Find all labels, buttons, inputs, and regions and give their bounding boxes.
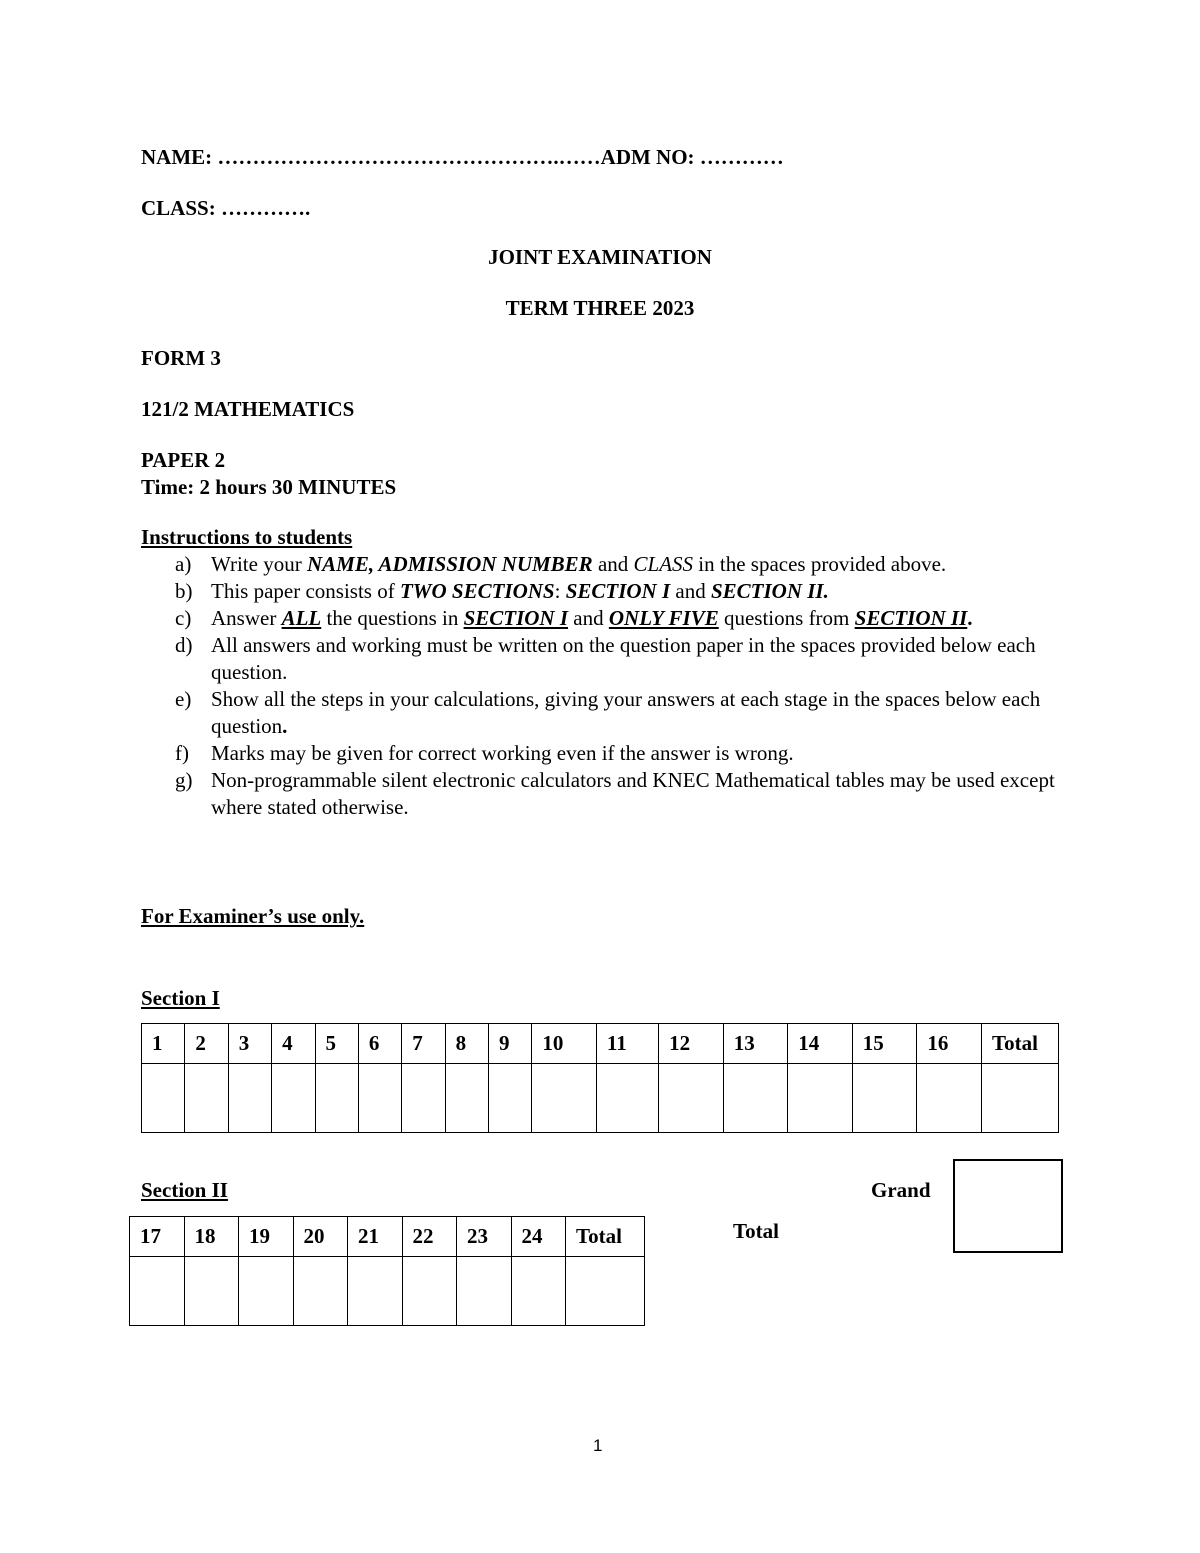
class-line: CLASS: …………. (141, 196, 311, 220)
mark-entry-cell[interactable] (445, 1064, 488, 1133)
total-column-header: Total (982, 1024, 1059, 1064)
question-number-cell: 19 (239, 1217, 294, 1257)
mark-entry-cell[interactable] (402, 1257, 457, 1326)
question-number-cell: 20 (293, 1217, 348, 1257)
form-label: FORM 3 (141, 346, 221, 370)
mark-entry-cell[interactable] (917, 1064, 982, 1133)
mark-entry-cell[interactable] (142, 1064, 185, 1133)
mark-entry-cell[interactable] (457, 1257, 512, 1326)
instruction-text: in the spaces provided above. (693, 552, 947, 576)
term-title: TERM THREE 2023 (505, 296, 695, 320)
total-column-header: Total (566, 1217, 645, 1257)
mark-entry-cell[interactable] (130, 1257, 185, 1326)
question-number-cell: 1 (142, 1024, 185, 1064)
question-number-cell: 18 (184, 1217, 239, 1257)
total-mark-cell[interactable] (566, 1257, 645, 1326)
instruction-text: SECTION I (463, 606, 569, 630)
mark-entry-cell[interactable] (532, 1064, 597, 1133)
section-two-marks-table (129, 1216, 645, 1326)
instruction-letter: c) (175, 606, 192, 630)
question-number-cell: 9 (489, 1024, 532, 1064)
question-number-cell: 17 (130, 1217, 185, 1257)
question-number-cell: 22 (402, 1217, 457, 1257)
question-number-cell: 7 (402, 1024, 445, 1064)
instruction-text: questions from (718, 606, 855, 630)
instruction-text: TWO SECTIONS (399, 579, 555, 603)
instruction-text: Write your (211, 552, 307, 576)
instruction-text: ONLY FIVE (608, 606, 719, 630)
section-two-label: Section II (141, 1178, 228, 1202)
instruction-text: : (554, 579, 566, 603)
instruction-text: SECTION I (565, 579, 671, 603)
instruction-item (141, 767, 1061, 821)
instruction-text: All answers and working must be written on the question paper in the spaces provided below each question. (211, 633, 1036, 684)
question-number-cell: 11 (596, 1024, 658, 1064)
mark-entry-cell[interactable] (358, 1064, 401, 1133)
mark-entry-cell[interactable] (659, 1064, 724, 1133)
instruction-text: CLASS (633, 552, 694, 576)
mark-entry-cell[interactable] (402, 1064, 445, 1133)
question-number-cell: 13 (723, 1024, 788, 1064)
mark-entry-cell[interactable] (315, 1064, 358, 1133)
instruction-text: and (568, 606, 609, 630)
question-number-cell: 16 (917, 1024, 982, 1064)
question-number-cell: 5 (315, 1024, 358, 1064)
question-number-cell: 6 (358, 1024, 401, 1064)
instruction-text: ALL (281, 606, 322, 630)
instruction-letter: g) (175, 768, 193, 792)
instruction-letter: e) (175, 687, 192, 711)
instruction-text: the questions in (321, 606, 464, 630)
instruction-text: and (592, 552, 634, 576)
question-number-cell: 10 (532, 1024, 597, 1064)
instruction-text: . (967, 606, 973, 630)
mark-entry-cell[interactable] (852, 1064, 917, 1133)
instruction-letter: d) (175, 633, 193, 657)
instruction-text: Non-programmable silent electronic calculators and KNEC Mathematical tables may be used except where stated otherwise. (211, 768, 1055, 819)
question-number-cell: 3 (228, 1024, 271, 1064)
instruction-item (141, 740, 1061, 767)
instruction-text: This paper consists of (211, 579, 400, 603)
question-number-cell: 15 (852, 1024, 917, 1064)
section-one-marks-table (141, 1023, 1059, 1133)
mark-entry-cell[interactable] (489, 1064, 532, 1133)
mark-entry-cell[interactable] (596, 1064, 658, 1133)
instruction-item (141, 605, 1061, 632)
subject-label: 121/2 MATHEMATICS (141, 397, 355, 421)
mark-entry-cell[interactable] (185, 1064, 228, 1133)
mark-entry-cell[interactable] (788, 1064, 853, 1133)
instruction-text: SECTION II. (710, 579, 829, 603)
instruction-text: . (282, 714, 288, 738)
instruction-letter: a) (175, 552, 192, 576)
mark-entry-cell[interactable] (511, 1257, 566, 1326)
mark-entry-cell[interactable] (272, 1064, 315, 1133)
exam-title: JOINT EXAMINATION (488, 245, 712, 269)
instruction-text: NAME, ADMISSION NUMBER (306, 552, 593, 576)
total-label: Total (733, 1219, 779, 1243)
section-one-label: Section I (141, 986, 220, 1010)
question-number-cell: 4 (272, 1024, 315, 1064)
instruction-text: Answer (211, 606, 282, 630)
name-adm-line: NAME: ………………………………………….……ADM NO: ………… (141, 145, 784, 169)
question-number-cell: 14 (788, 1024, 853, 1064)
instructions-heading: Instructions to students (141, 525, 353, 549)
instruction-text: Marks may be given for correct working even if the answer is wrong. (211, 741, 794, 765)
question-number-cell: 21 (348, 1217, 403, 1257)
mark-entry-cell[interactable] (348, 1257, 403, 1326)
mark-entry-cell[interactable] (239, 1257, 294, 1326)
grand-total-box[interactable] (953, 1159, 1063, 1253)
mark-entry-cell[interactable] (723, 1064, 788, 1133)
mark-entry-cell[interactable] (293, 1257, 348, 1326)
instruction-text: Show all the steps in your calculations, giving your answers at each stage in the spaces below each question (211, 687, 1041, 738)
question-number-cell: 12 (659, 1024, 724, 1064)
grand-label: Grand (871, 1178, 931, 1202)
instruction-item (141, 632, 1061, 686)
question-number-cell: 8 (445, 1024, 488, 1064)
instruction-text: SECTION II (854, 606, 968, 630)
instruction-item (141, 578, 1061, 605)
instructions-list (141, 551, 1061, 821)
question-number-cell: 24 (511, 1217, 566, 1257)
instruction-text: and (670, 579, 711, 603)
mark-entry-cell[interactable] (228, 1064, 271, 1133)
instruction-letter: b) (175, 579, 193, 603)
total-mark-cell[interactable] (982, 1064, 1059, 1133)
mark-entry-cell[interactable] (184, 1257, 239, 1326)
instruction-item (141, 551, 1061, 578)
instruction-letter: f) (175, 741, 189, 765)
paper-label: PAPER 2 (141, 448, 226, 472)
examiner-heading: For Examiner’s use only. (141, 904, 365, 928)
question-number-cell: 2 (185, 1024, 228, 1064)
page-number: 1 (593, 1436, 603, 1455)
question-number-cell: 23 (457, 1217, 512, 1257)
time-label: Time: 2 hours 30 MINUTES (141, 475, 397, 499)
instruction-item (141, 686, 1061, 740)
